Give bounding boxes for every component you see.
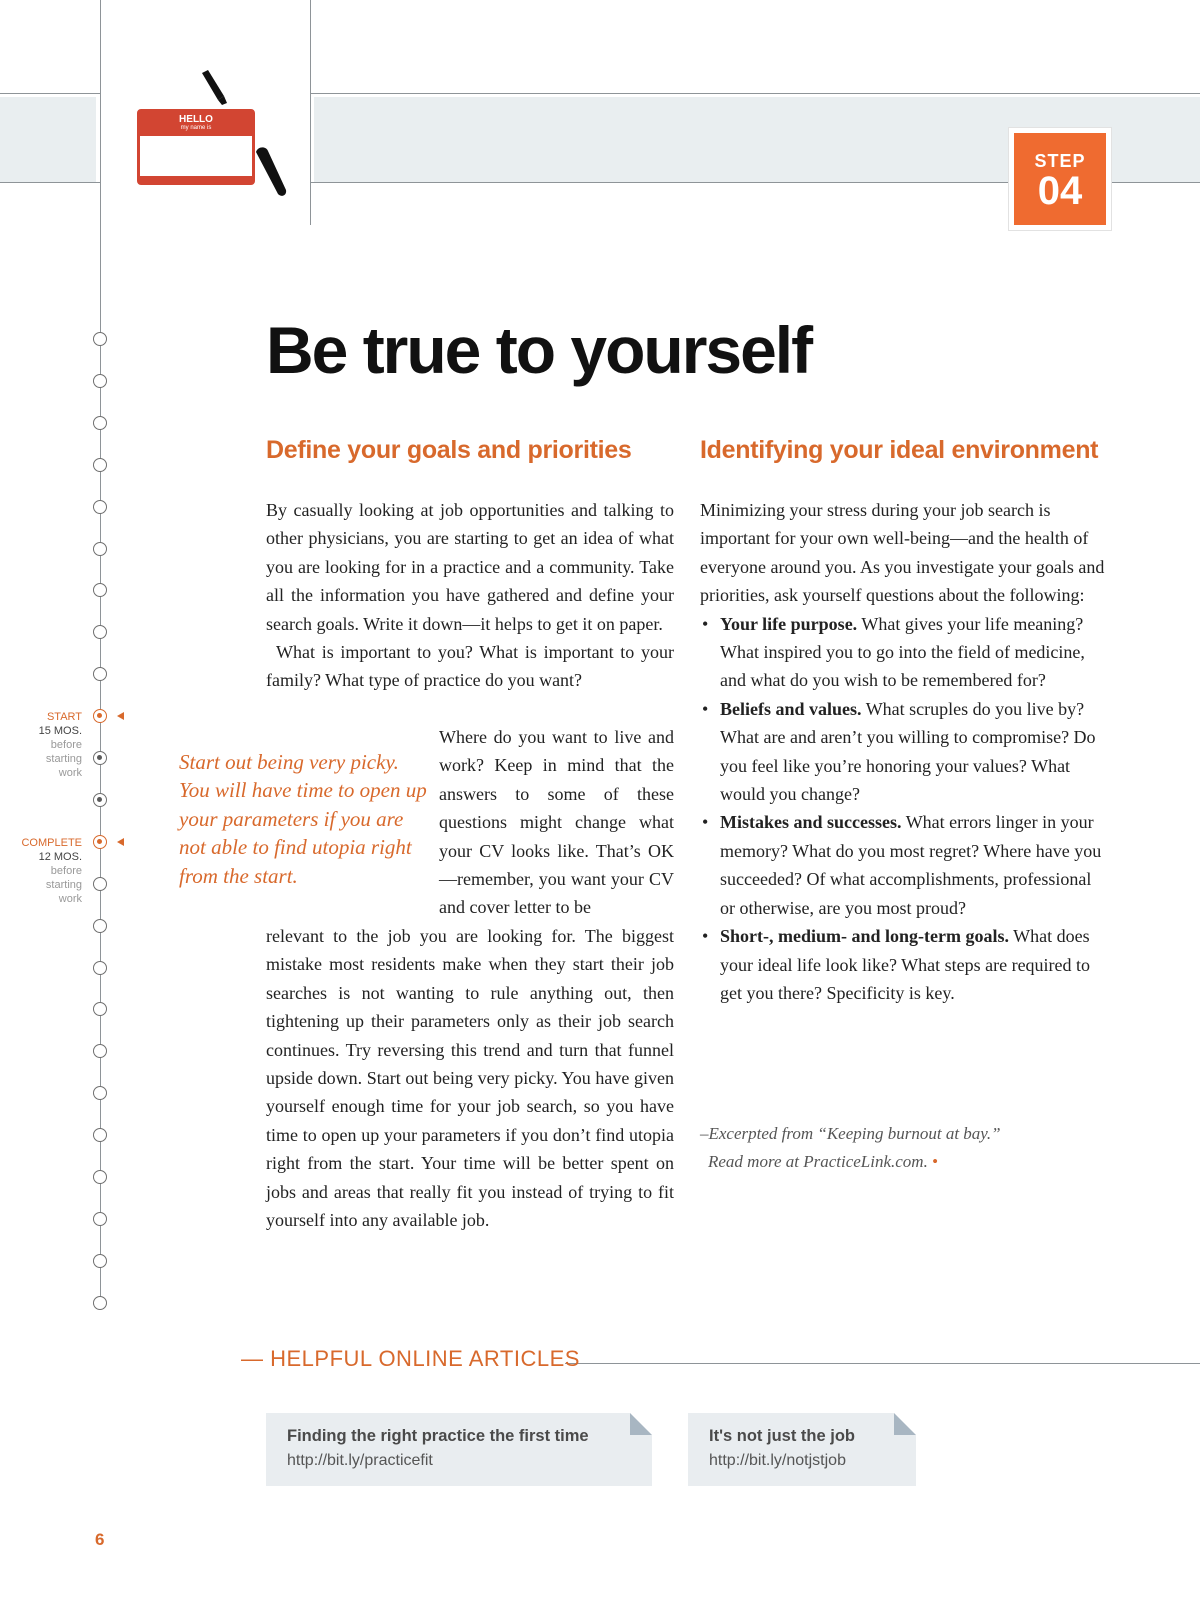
timeline-circle bbox=[93, 1002, 107, 1016]
timeline-circle bbox=[93, 919, 107, 933]
right-heading: Identifying your ideal environment bbox=[700, 436, 1099, 464]
header-rule-top-right bbox=[310, 93, 1200, 94]
timeline-circle bbox=[93, 1044, 107, 1058]
page-fold-icon bbox=[630, 1413, 652, 1435]
excerpt-line-2: Read more at PracticeLink.com. bbox=[708, 1152, 928, 1172]
header-rule-bottom-left bbox=[0, 182, 100, 183]
timeline-circle bbox=[93, 877, 107, 891]
left-body-top bbox=[266, 496, 674, 695]
bullet-text: What errors linger in your memory? What do you most regret? Where have you succeeded? Of what accomplishments, professional or otherwise, are you most proud? bbox=[720, 812, 1102, 918]
articles-rule bbox=[565, 1363, 1200, 1364]
left-body-bottom bbox=[266, 922, 674, 1234]
article-link[interactable]: http://bit.ly/notjstjob bbox=[709, 1452, 846, 1469]
excerpt-line-1: –Excerpted from “Keeping burnout at bay.” bbox=[700, 1124, 1001, 1143]
timeline-circle bbox=[93, 625, 107, 639]
bullet-lead: Your life purpose. bbox=[720, 613, 858, 634]
timeline-circle bbox=[93, 1296, 107, 1310]
left-paragraph-1: By casually looking at job opportunities and talking to other physicians, you are starting to get an idea of what you are looking for in a practice and a community. Take all the information you have gathered and define your search goals. Write it down—it helps to get it on paper. bbox=[266, 500, 674, 634]
left-heading: Define your goals and priorities bbox=[266, 436, 632, 464]
start-label: START bbox=[46, 711, 82, 723]
timeline-complete-label bbox=[2, 836, 82, 906]
bullet-lead: Mistakes and successes. bbox=[720, 812, 902, 833]
complete-note-1: before bbox=[50, 865, 82, 877]
timeline-circle bbox=[93, 1254, 107, 1268]
left-paragraph-3: Where do you want to live and work? Keep in mind that the answers to some of these questions might change what your CV looks like. That’s OK—remember, you want your CV and cover letter to be bbox=[439, 727, 674, 918]
bullet-lead: Beliefs and values. bbox=[720, 698, 862, 719]
left-paragraph-4: relevant to the job you are looking for. The biggest mistake most residents make when they start their job searches is not wanting to rule anything out, then tightening up their parameters only as their job search continues. Try reversing this trend and turn that funnel upside down. Start out being very picky. You have given yourself enough time for your job search, so you have time to open up your parameters if you don’t find utopia right from the start. Your time will be better spent on jobs and areas that really fit you instead of trying to fit yourself into any available job. bbox=[266, 926, 674, 1231]
timeline-circle bbox=[93, 416, 107, 430]
articles-heading: — HELPFUL ONLINE ARTICLES bbox=[241, 1346, 580, 1371]
complete-label: COMPLETE bbox=[21, 837, 82, 849]
header-band-left bbox=[0, 97, 96, 182]
complete-arrow-icon bbox=[117, 838, 124, 846]
start-time: 15 MOS. bbox=[38, 725, 82, 737]
end-mark: • bbox=[932, 1152, 939, 1172]
right-intro: Minimizing your stress during your job search is important for your own well-being—and the health of everyone around you. As you investigate your goals and priorities, ask yourself questions about the following: bbox=[700, 500, 1105, 606]
timeline-circle bbox=[93, 1212, 107, 1226]
timeline-circle bbox=[93, 751, 107, 765]
timeline-start-label bbox=[2, 710, 82, 780]
start-arrow-icon bbox=[117, 712, 124, 720]
article-card[interactable] bbox=[688, 1413, 916, 1486]
timeline-circle bbox=[93, 374, 107, 388]
timeline-circle bbox=[93, 835, 107, 849]
article-link[interactable]: http://bit.ly/practicefit bbox=[287, 1452, 433, 1469]
pull-quote: Start out being very picky. You will have time to open up your parameters if you are not able to find utopia right from the start. bbox=[179, 750, 427, 888]
start-note-3: work bbox=[58, 767, 82, 779]
timeline-spine bbox=[100, 0, 101, 1300]
page-fold-icon bbox=[894, 1413, 916, 1435]
timeline-circle bbox=[93, 709, 107, 723]
start-note-2: starting bbox=[45, 753, 82, 765]
marker-cap-icon bbox=[254, 146, 292, 198]
page-number: 6 bbox=[95, 1530, 105, 1549]
complete-note-2: starting bbox=[45, 879, 82, 891]
bullet-text: What does your ideal life look like? What steps are required to get you there? Specificity is key. bbox=[720, 926, 1091, 1003]
article-card[interactable] bbox=[266, 1413, 652, 1486]
timeline-circle bbox=[93, 583, 107, 597]
bullet-item bbox=[700, 922, 1104, 1007]
timeline-circle bbox=[93, 1170, 107, 1184]
timeline-circle bbox=[93, 1128, 107, 1142]
name-tag-sub: my name is bbox=[180, 125, 212, 131]
timeline-circle bbox=[93, 793, 107, 807]
timeline-circle bbox=[93, 332, 107, 346]
header-rule-top-left bbox=[0, 93, 100, 94]
timeline-circle bbox=[93, 500, 107, 514]
timeline-circle bbox=[93, 667, 107, 681]
article-title[interactable]: It's not just the job bbox=[709, 1427, 855, 1445]
step-label: STEP bbox=[1034, 151, 1086, 171]
left-body-wrap bbox=[439, 723, 674, 922]
step-badge bbox=[1014, 133, 1106, 225]
bullet-text: What scruples do you live by? What are and aren’t you willing to compromise? Do you feel like you’re honoring your values? What would you change? bbox=[720, 698, 1096, 805]
start-note-1: before bbox=[50, 739, 82, 751]
right-bullet-list bbox=[700, 610, 1112, 1008]
article-title[interactable]: Finding the right practice the first time bbox=[287, 1427, 589, 1445]
left-paragraph-2: What is important to you? What is important to your family? What type of practice do you want? bbox=[266, 642, 674, 691]
page-title: Be true to yourself bbox=[266, 313, 812, 387]
excerpt-note bbox=[700, 1120, 1001, 1177]
bullet-item bbox=[700, 610, 1104, 695]
bullet-item bbox=[700, 695, 1104, 809]
right-body bbox=[700, 496, 1112, 1007]
step-number: 04 bbox=[1037, 169, 1083, 213]
marker-pen-icon bbox=[196, 70, 230, 106]
complete-note-3: work bbox=[58, 893, 82, 905]
complete-time: 12 MOS. bbox=[38, 851, 82, 863]
timeline-circle bbox=[93, 542, 107, 556]
timeline-circle bbox=[93, 458, 107, 472]
bullet-text: What gives your life meaning? What inspired you to go into the field of medicine, and what do you wish to be remembered for? bbox=[720, 613, 1085, 691]
name-tag bbox=[137, 109, 255, 185]
header-divider bbox=[310, 0, 311, 225]
name-tag-hello: HELLO bbox=[179, 114, 213, 125]
timeline-circle bbox=[93, 961, 107, 975]
timeline-circle bbox=[93, 1086, 107, 1100]
bullet-item bbox=[700, 808, 1104, 922]
bullet-lead: Short-, medium- and long-term goals. bbox=[720, 926, 1009, 947]
